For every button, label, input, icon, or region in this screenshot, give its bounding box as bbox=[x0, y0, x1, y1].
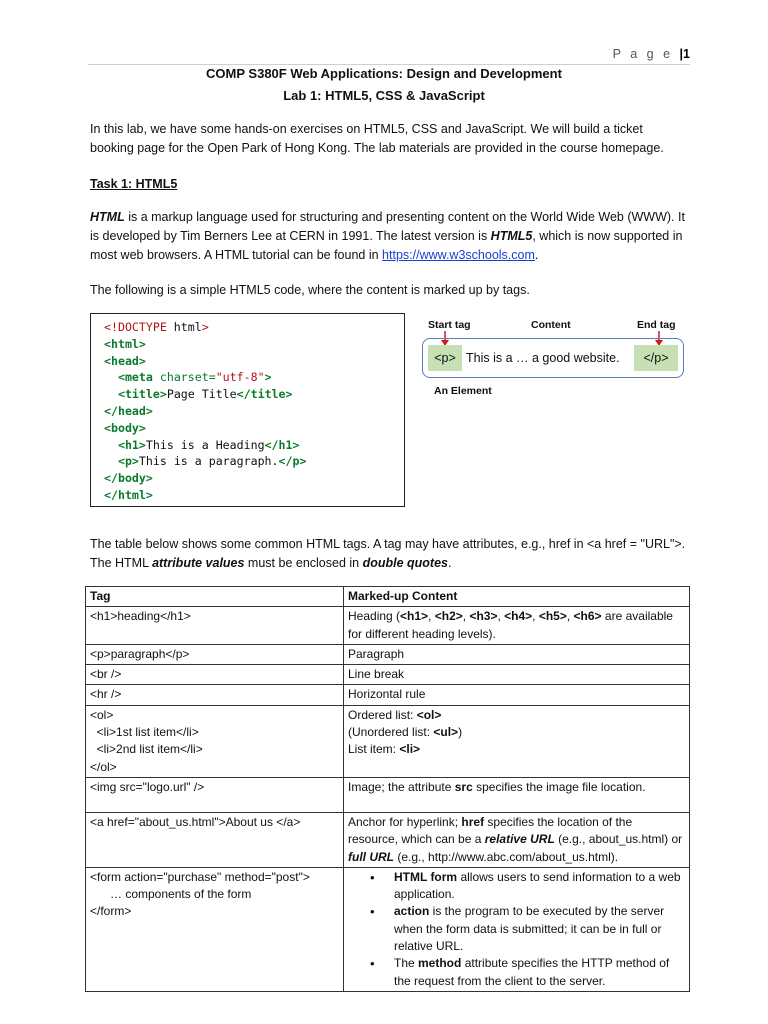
table-intro-paragraph bbox=[90, 535, 690, 573]
content-cell bbox=[344, 867, 690, 991]
header-tag: Tag bbox=[86, 587, 344, 607]
code-line: </html> bbox=[104, 487, 153, 502]
header-rule bbox=[88, 64, 690, 65]
table-row bbox=[86, 705, 690, 777]
table-row bbox=[86, 644, 690, 664]
following-paragraph: The following is a simple HTML5 code, where the content is marked up by tags. bbox=[90, 283, 530, 297]
list-item: • The method attribute specifies the HTTP method of the request from the client to the server. bbox=[348, 955, 685, 990]
html-paragraph bbox=[90, 208, 690, 265]
element-caption: An Element bbox=[434, 385, 492, 397]
content-cell: Ordered list: <ol> (Unordered list: <ul>) List item: <li> bbox=[344, 705, 690, 777]
content-cell: Anchor for hyperlink; href specifies the location of the resource, which can be a relative URL (e.g., about_us.html) or full URL (e.g., http://www.abc.com/about_us.html). bbox=[344, 812, 690, 867]
table-row bbox=[86, 867, 690, 991]
code-line: </head> bbox=[104, 403, 153, 418]
table-row bbox=[86, 812, 690, 867]
code-line: </body> bbox=[104, 471, 153, 486]
content-cell: Line break bbox=[344, 665, 690, 685]
lab-title: Lab 1: HTML5, CSS & JavaScript bbox=[283, 88, 485, 103]
end-tag-box: </p> bbox=[634, 345, 678, 371]
code-line: <p>This is a paragraph.</p> bbox=[117, 454, 307, 469]
list-item: • action is the program to be executed by the server when the form data is submitted; it can be in full or relative URL. bbox=[348, 903, 685, 955]
table-intro-end: . bbox=[448, 556, 452, 570]
header-content: Marked-up Content bbox=[344, 587, 690, 607]
end-tag-label: End tag bbox=[637, 319, 676, 331]
html-term: HTML bbox=[90, 210, 125, 224]
tag-cell: <img src="logo.url" /> bbox=[86, 777, 344, 812]
table-row bbox=[86, 607, 690, 645]
content-cell: Image; the attribute src specifies the image file location. bbox=[344, 777, 690, 812]
double-quotes-term: double quotes bbox=[362, 556, 448, 570]
tag-cell: <a href="about_us.html">About us </a> bbox=[86, 812, 344, 867]
html-para-end: . bbox=[534, 248, 539, 262]
element-content: This is a … a good website. bbox=[466, 351, 620, 365]
page-number-value: 1 bbox=[683, 47, 690, 61]
code-line: <head> bbox=[104, 353, 146, 368]
content-cell: Paragraph bbox=[344, 644, 690, 664]
html-tags-table bbox=[85, 586, 690, 992]
tag-cell: <br /> bbox=[86, 665, 344, 685]
attribute-values-term: attribute values bbox=[152, 556, 245, 570]
table-intro-text2: must be enclosed in bbox=[244, 556, 363, 570]
table-intro-text1: The table below shows some common HTML tags. A tag may have attributes, e.g., href in <a href = "URL">. The HTML bbox=[90, 537, 686, 570]
start-tag-label: Start tag bbox=[428, 319, 471, 331]
table-row bbox=[86, 665, 690, 685]
html5-code-block bbox=[90, 313, 405, 507]
code-line: <h1>This is a Heading</h1> bbox=[117, 437, 300, 452]
tag-cell: <ol> <li>1st list item</li> <li>2nd list item</li> </ol> bbox=[86, 705, 344, 777]
tag-cell: <h1>heading</h1> bbox=[86, 607, 344, 645]
tag-cell: <hr /> bbox=[86, 685, 344, 705]
html5-term: HTML5 bbox=[490, 229, 533, 243]
table-row bbox=[86, 685, 690, 705]
element-diagram bbox=[418, 316, 688, 406]
tag-cell: <form action="purchase" method="post"> … components of the form </form> bbox=[86, 867, 344, 991]
html-para-text2: , which is now supported in most web browsers. A HTML tutorial can be found in bbox=[90, 229, 683, 262]
start-tag-box: <p> bbox=[428, 345, 462, 371]
table-header-row bbox=[86, 587, 690, 607]
code-line: <html> bbox=[104, 336, 146, 351]
tag-cell: <p>paragraph</p> bbox=[86, 644, 344, 664]
code-line: <!DOCTYPE html> bbox=[104, 320, 209, 334]
page-number: P a g e |1 bbox=[612, 47, 690, 61]
task-heading: Task 1: HTML5 bbox=[90, 177, 178, 191]
code-line: <body> bbox=[104, 420, 146, 435]
w3schools-link[interactable]: https://www.w3schools.com bbox=[382, 248, 535, 262]
table-row bbox=[86, 777, 690, 812]
html-para-text1: is a markup language used for structuring and presenting content on the World Wide Web (WWW). It is developed by Tim Berners Lee at CERN in 1991. The latest version is bbox=[90, 210, 685, 243]
intro-paragraph: In this lab, we have some hands-on exercises on HTML5, CSS and JavaScript. We will build a ticket booking page for the Open Park of Hong Kong. The lab materials are provided in the course homepage. bbox=[90, 122, 664, 155]
list-item: • HTML form allows users to send information to a web application. bbox=[348, 869, 685, 904]
content-cell: Heading (<h1>, <h2>, <h3>, <h4>, <h5>, <h6> are available for different heading levels). bbox=[344, 607, 690, 645]
page-label: P a g e bbox=[612, 47, 674, 61]
course-title: COMP S380F Web Applications: Design and Development bbox=[206, 66, 562, 81]
code-line: <meta charset="utf-8"> bbox=[117, 370, 272, 385]
content-cell: Horizontal rule bbox=[344, 685, 690, 705]
code-line: <title>Page Title</title> bbox=[117, 387, 293, 402]
content-label: Content bbox=[531, 319, 571, 331]
